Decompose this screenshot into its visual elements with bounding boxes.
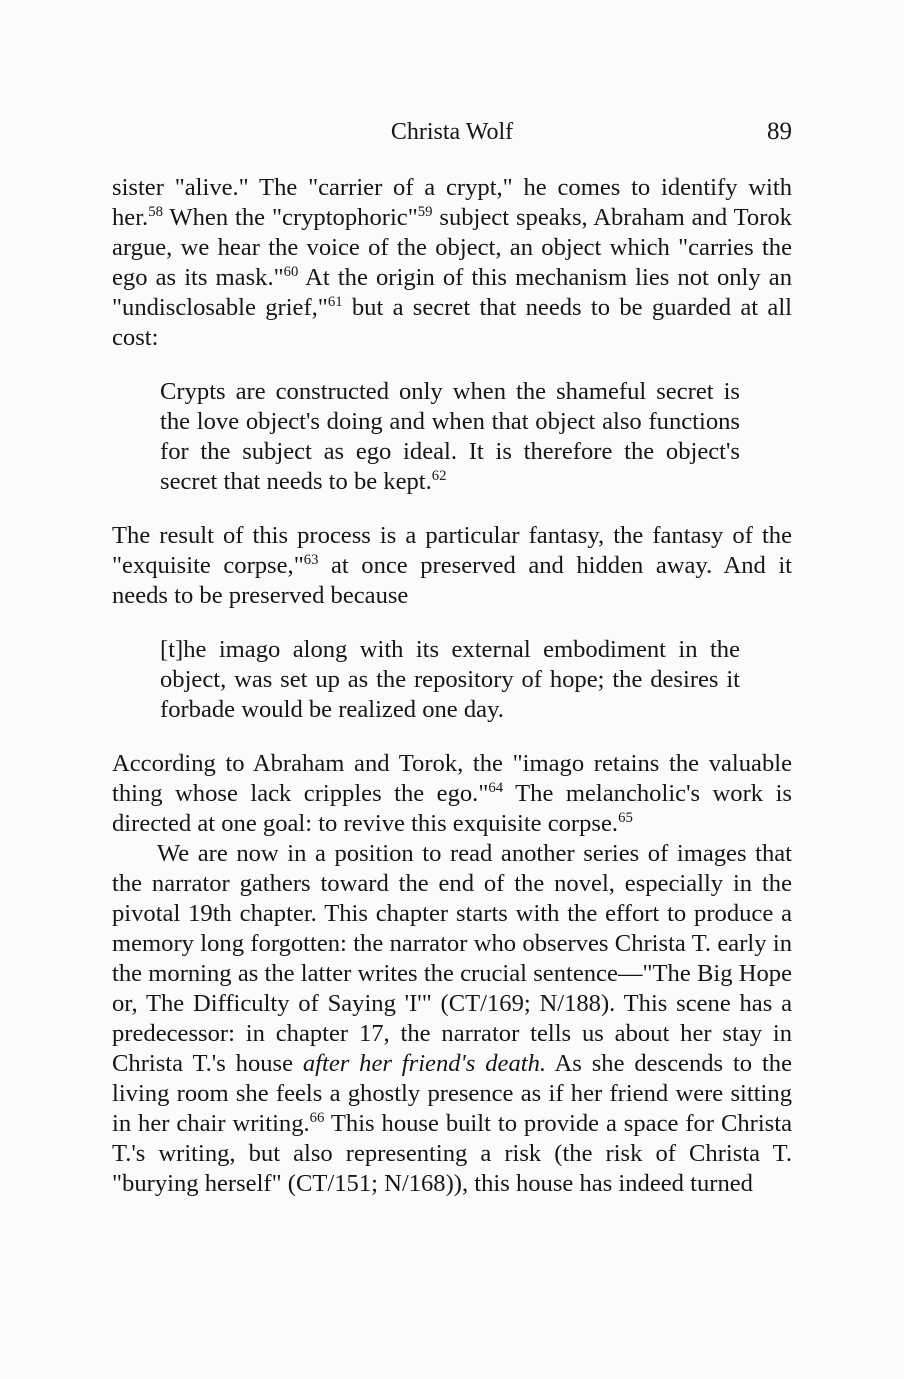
footnote-ref: 62	[431, 468, 447, 485]
text-run: When the "cryptophoric"	[162, 204, 418, 231]
text-run: but a secret that needs to be guarded at all cost:	[112, 294, 792, 351]
text-run: We are now in a position to read another series of images that the narrator gathers toward the end of the novel, especially in the pivotal 19th chapter. This chapter starts with the effort to produce a memory long forgotten: the narrator who observes Christa T. early in the morning as the latter writes the crucial sentence—"The Big Hope or, The Difficulty of Saying 'I'" (CT/169; N/188). This scene has a predecessor: in chapter 17, the narrator tells us about her stay in Christa T.'s house	[112, 840, 792, 1077]
text-run: sister "alive." The "carrier of a crypt," he comes to identify with her.	[112, 174, 792, 231]
footnote-ref: 66	[309, 1110, 325, 1127]
footnote-ref: 60	[283, 264, 299, 281]
paragraph-1	[112, 173, 792, 353]
block-quote-2	[160, 635, 740, 725]
text-run: at once preserved and hidden away. And it needs to be preserved because	[112, 552, 792, 609]
paragraph-2	[112, 521, 792, 611]
footnote-ref: 59	[417, 204, 433, 221]
block-quote-1	[160, 377, 740, 497]
footnote-ref: 63	[303, 552, 319, 569]
body-text	[112, 173, 792, 1199]
text-run: As she descends to the living room she feels a ghostly presence as if her friend were sitting in her chair writing.	[112, 1050, 792, 1137]
text-run: At the origin of this mechanism lies not only an "undisclosable grief,"	[112, 264, 793, 321]
running-title: Christa Wolf	[390, 119, 514, 145]
page-number: 89	[767, 118, 792, 145]
page-header	[112, 116, 792, 148]
footnote-ref: 64	[488, 780, 504, 797]
text-run: The result of this process is a particular fantasy, the fantasy of the "exquisite corpse,"	[112, 522, 792, 579]
text-run: Crypts are constructed only when the shameful secret is the love object's doing and when that object also functions for the subject as ego ideal. It is therefore the object's secret that needs to be kept.	[160, 378, 740, 495]
paragraph-4	[112, 839, 792, 1199]
footnote-ref: 65	[618, 810, 633, 827]
paragraph-3	[112, 749, 792, 839]
footnote-ref: 58	[148, 204, 163, 221]
text-run: subject speaks, Abraham and Torok argue, we hear the voice of the object, an object which "carries the ego as its mask."	[112, 204, 792, 291]
text-run: [t]he imago along with its external embodiment in the object, was set up as the repository of hope; the desires it forbade would be realized one day.	[160, 636, 740, 723]
text-run: This house built to provide a space for Christa T.'s writing, but also representing a risk (the risk of Christa T. "burying herself" (CT/151; N/168)), this house has indeed turned	[112, 1110, 792, 1197]
emphasis: after her friend's death.	[302, 1050, 547, 1077]
text-run: The melancholic's work is directed at one goal: to revive this exquisite corpse.	[112, 780, 792, 837]
text-run: According to Abraham and Torok, the "imago retains the valuable thing whose lack cripples the ego."	[112, 750, 792, 807]
footnote-ref: 61	[327, 294, 343, 311]
